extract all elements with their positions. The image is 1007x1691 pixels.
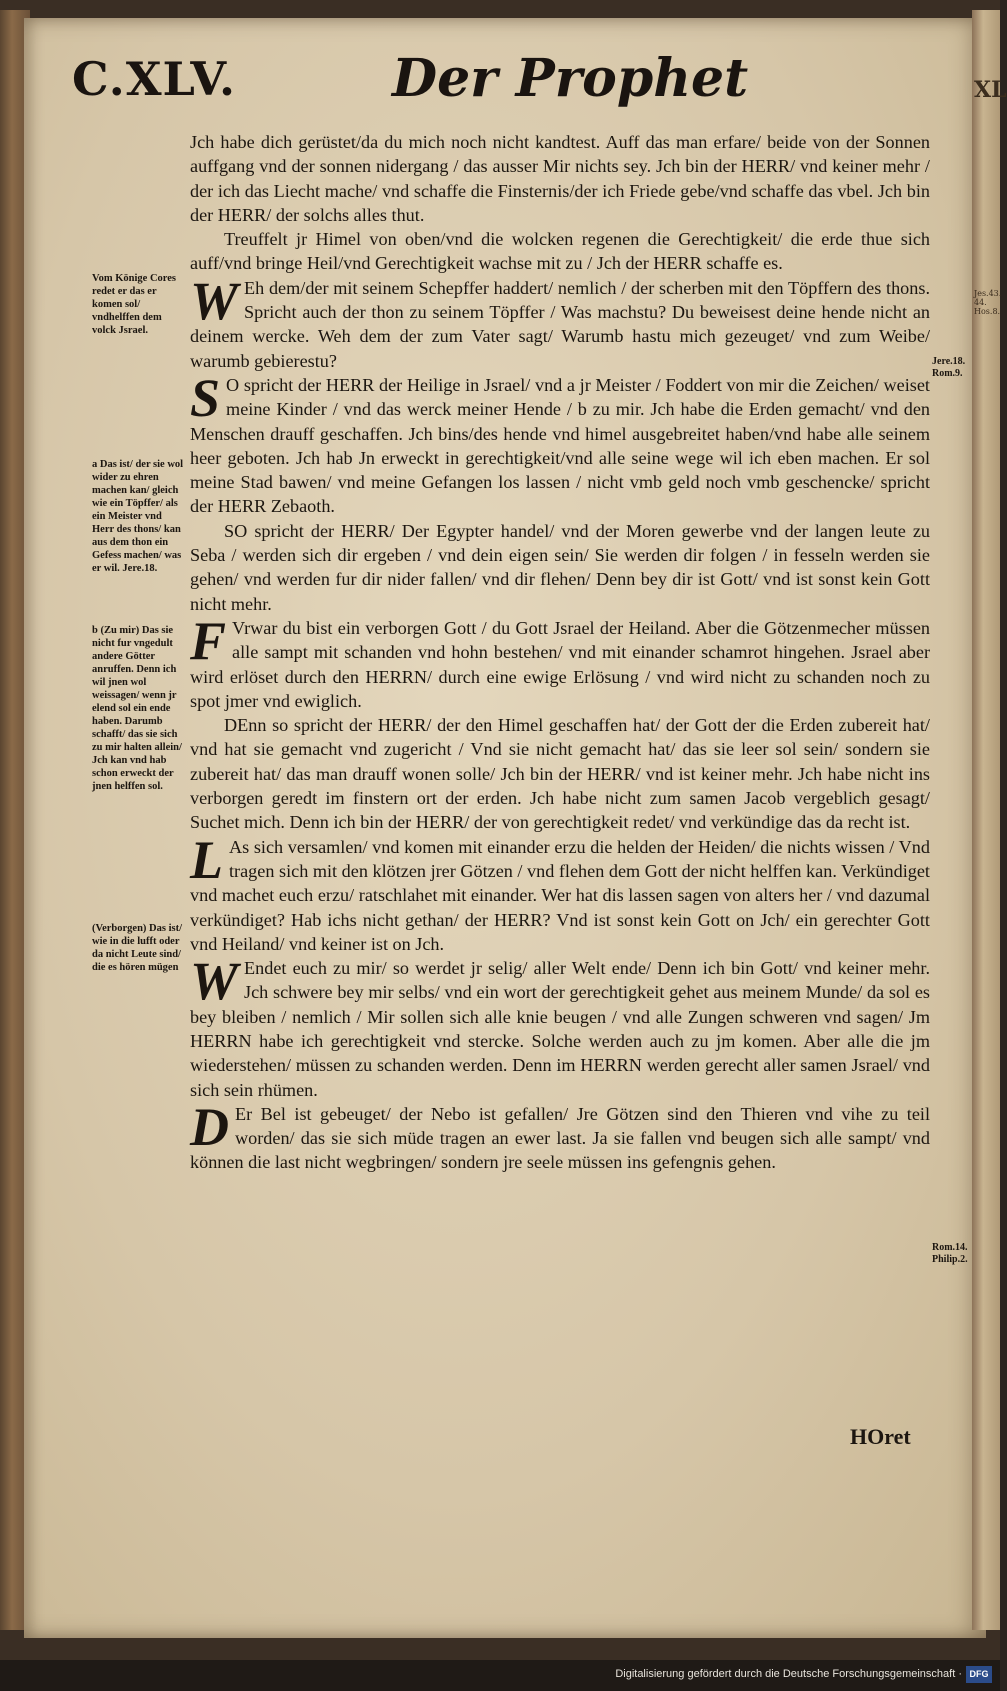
marginal-note: (Verborgen) Das ist/ wie in die lufft oder da nicht Leute sind/ die es hören mügen (92, 923, 183, 973)
paragraph: FVrwar du bist ein verborgen Gott / du Gott Jsrael der Heiland. Aber die Götzenmecher müssen alle sampt mit schanden vnd hohn bestehen/ vnd mit einander schamrot hingehen. Jsrael aber wird erlöset durch den HERRN/ durch eine ewige Erlösung / vnd wird nicht zu schanden noch zu spot jmer vnd ewiglich. (190, 610, 930, 711)
paragraph: LAs sich versamlen/ vnd komen mit einander erzu die helden der Heiden/ die nichts wissen / Vnd tragen sich mit den klötzen jrer Götzen / vnd flehen dem Gott der nicht helffen kan. Verkündiget vnd machet euch erzu/ ratschlahet mit einander. Wer hat dis lassen sagen von alters her / vnd dazumal verkündiget? Hab ichs nicht gethan/ der HERR? Vnd ist sonst kein Gott on Jch/ ein gerechter Gott vnd Heiland/ vnd keiner ist on Jch. (190, 829, 930, 954)
page-header (72, 48, 952, 122)
marginal-reference: Rom.14. Philip.2. (932, 1242, 968, 1265)
paragraph: SO spricht der HERR der Heilige in Jsrael/ vnd a jr Meister / Foddert von mir die Zeichen/ weiset meine Kinder / vnd das werck meiner Hende / b zu mir. Jch habe die Erden gemacht/ vnd den Menschen drauff geschaffen. Jch bins/des hende vnd himel ausgebreitet haben/vnd habe alle seinem heer geboten. Jch hab Jn erweckt in gerechtigkeit/vnd alle seine wege wil ich eben machen. Er sol meine Stad bawen/ vnd meine Gefangen los lassen / nicht vmb geld noch vmb geschencke/ spricht der HERR Zebaoth. (190, 367, 930, 517)
facing-page-fragment-note: Jes.43. 44. Hos.8. (974, 289, 1002, 316)
facing-page-fragment-title: XL (974, 77, 1007, 103)
running-title: Der Prophet (392, 48, 749, 109)
marginal-note: a Das ist/ der sie wol wider zu ehren machen kan/ gleich wie ein Töpffer/ als ein Meister vnd Herr des thons/ kan aus dem thon ein Gefess machen/ was er wil. Jere.18. (92, 459, 184, 574)
paragraph: Jch habe dich gerüstet/da du mich noch nicht kandtest. Auff das man erfare/ beide von der Sonnen auffgang vnd der sonnen nidergang / das ausser Mir nichts sey. Jch bin der HERR/ vnd keiner mehr / der ich das Liecht mache/ vnd schaffe die Finsternis/der ich Friede gebe/vnd schaffe das vbel. Jch bin der HERR/ der solchs alles thut. (190, 132, 930, 225)
facing-page-edge (972, 10, 1007, 1630)
chapter-number: C.XLV. (72, 52, 237, 106)
paragraph: WEh dem/der mit seinem Schepffer haddert/ nemlich / der scherben mit den Töpffern des thons. Spricht auch der thon zu seinem Töpffer / Was machstu? Du beweisest deine hende nicht an deinem wercke. Weh dem der zum Vater sagt/ Warumb hastu mich gezeuget/ vnd zum Weibe/ warumb gebierestu? (190, 270, 930, 371)
footer-credit: Digitalisierung gefördert durch die Deutsche Forschungsgemeinschaft · (615, 1668, 962, 1680)
main-text-column (190, 130, 930, 1175)
marginal-note: Vom Könige Cores redet er das er komen sol/ vndhelffen dem volck Jsrael. (92, 273, 176, 336)
paragraph: WEndet euch zu mir/ so werdet jr selig/ aller Welt ende/ Denn ich bin Gott/ vnd keiner mehr. Jch schwere bey mir selbs/ vnd ein wort der gerechtigkeit gehet aus meinem Munde/ da sol es bey bleiben / nemlich / Mir sollen sich alle knie beugen / vnd alle Zungen schweren vnd sagen/ Jm HERRN habe ich gerechtigkeit vnd stercke. Solche werden auch zu jm komen. Aber alle die jm wiederstehen/ müssen zu schanden werden. Denn im HERRN werden gerecht aller samen Jsrael/ vnd sich sein rhümen. (190, 951, 930, 1100)
marginal-reference: Jere.18. Rom.9. (932, 356, 966, 379)
paragraph: Treuffelt jr Himel von oben/vnd die wolcken regenen die Gerechtigkeit/ die erde thue sich auff/vnd bringe Heil/vnd Gerechtigkeit wachse mit zu / Jch der HERR schaffe es. (190, 229, 930, 274)
paragraph: DEr Bel ist gebeuget/ der Nebo ist gefallen/ Jre Götzen sind den Thieren vnd vihe zu teil worden/ das sie sich müde tragen an ewer last. Ja sie fallen vnd beugen sich alle sampt/ vnd können die last nicht wegbringen/ sondern jre seele müssen ins gefengnis gehen. (190, 1096, 930, 1173)
dfg-logo: DFG (966, 1666, 992, 1683)
paragraph: SO spricht der HERR/ Der Egypter handel/ vnd der Moren gewerbe vnd der langen leute zu Seba / werden sich dir ergeben / vnd dein eigen sein/ Sie werden dir folgen / in fesseln werden sie gehen/ vnd werden fur dir nider fallen/ vnd dir flehen/ Denn bey dir ist Gott/ vnd ist sonst kein Gott nicht mehr. (190, 520, 930, 614)
paragraph: DEnn so spricht der HERR/ der den Himel geschaffen hat/ der Gott der die Erden zubereit hat/ vnd hat sie gemacht vnd zugericht / Vnd sie nicht gemacht hat/ das sie leer sol sein/ sondern sie zubereit hat/ das man drauff wonen solle/ Jch bin der HERR/ vnd ist keiner mehr. Jch habe nicht ins verborgen geredt im finstern ort der erden. Jch habe nicht zum samen Jacob vergeblich gesagt/ Suchet mich. Denn ich bin der HERR/ der von gerechtigkeit redet/ vnd verkündige das da recht ist. (190, 715, 930, 833)
marginal-note: b (Zu mir) Das sie nicht fur vngedult andere Götter anruffen. Denn ich wil jnen wol weissagen/ wenn jr elend sol ein ende haben. Darumb schafft/ das sie sich zu mir halten allein/ Jch kan vnd hab schon erweckt der jnen helffen sol. (92, 625, 182, 792)
catchword: HOret (850, 1424, 911, 1449)
digitization-footer (0, 1660, 1000, 1691)
